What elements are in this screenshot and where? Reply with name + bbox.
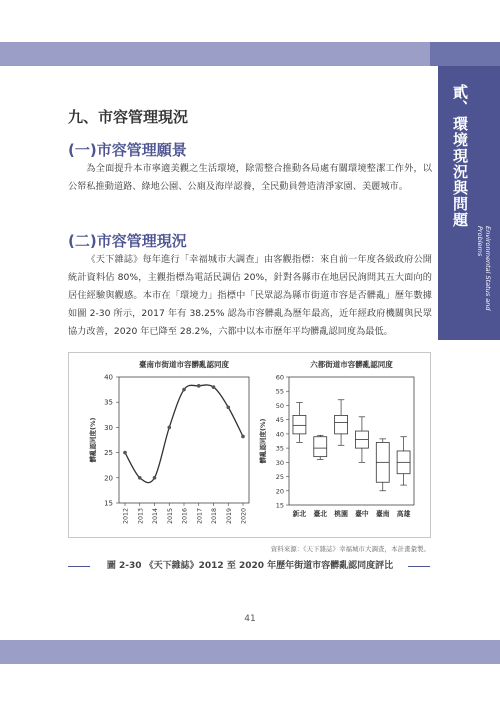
plot-frame — [119, 377, 249, 503]
box — [293, 415, 306, 433]
x-tick-label: 2018 — [211, 508, 218, 525]
x-tick-label: 2019 — [225, 508, 233, 525]
y-axis-label: 髒亂認同度(%) — [259, 418, 267, 464]
y-tick-label: 20 — [104, 474, 113, 483]
series-line — [125, 385, 243, 483]
chapter-tab-title: 貳、環境現況與問題 — [451, 84, 469, 228]
x-tick-label: 2016 — [181, 508, 189, 525]
x-tick-label: 臺中 — [355, 510, 369, 518]
y-tick-label: 40 — [104, 373, 113, 382]
chart-title: 六都街道市容髒亂認同度 — [310, 360, 393, 369]
x-tick-label: 2015 — [166, 508, 174, 525]
y-tick-label: 35 — [275, 444, 284, 453]
y-tick-label: 40 — [275, 430, 284, 439]
header-band — [0, 42, 500, 66]
y-tick-label: 60 — [275, 373, 284, 382]
data-point — [197, 384, 201, 388]
figure-caption: 圖 2-30 《天下雜誌》2012 至 2020 年歷年街道市容髒亂認同度評比 — [106, 561, 394, 571]
x-tick-label: 2012 — [122, 508, 130, 525]
x-tick-label: 高雄 — [396, 510, 411, 518]
plot-frame — [289, 377, 414, 505]
y-tick-label: 45 — [275, 416, 284, 425]
caption-rule-right — [408, 566, 430, 567]
figure-charts — [69, 353, 430, 537]
chart-title: 臺南市街道市容髒亂認同度 — [139, 360, 229, 369]
subsection-1-title: (一)市容管理願景 — [68, 141, 187, 159]
y-tick-label: 35 — [104, 398, 113, 407]
x-tick-label: 2020 — [240, 508, 248, 525]
box — [335, 415, 348, 433]
subsection-2-body: 《天下雜誌》每年進行「幸福城市大調查」由客觀指標：來自前一年度各級政府公開統計資料佔 80%，主觀指標為電話民調佔 20%，針對各縣市在地居民詢問其五大面向的居住經驗與觀感。本市在「環境力」指標中「民眾認為縣市街道市容是否髒亂」歷年數據如圖 2-30 所示，2017 年有 38.25% 認為市容髒亂為歷年最高，近年經政府機關與民眾協力改善，2020 年已降至 28.2%，六都中以本市歷年平均髒亂認同度為最低。 — [68, 254, 432, 337]
x-tick-label: 桃園 — [334, 510, 348, 518]
y-tick-label: 15 — [275, 501, 284, 510]
data-point — [153, 476, 157, 480]
chapter-tab-subtitle: Environmental Status and Problems — [476, 226, 492, 311]
footer-band — [0, 640, 500, 664]
data-point — [182, 388, 186, 392]
section-title: 九、市容管理現況 — [68, 108, 189, 126]
figure-frame — [68, 352, 431, 538]
data-point — [138, 476, 142, 480]
x-tick-label: 2017 — [196, 508, 204, 525]
x-tick-label: 臺南 — [375, 510, 390, 518]
subsection-2-title: (二)市容管理現況 — [68, 232, 187, 250]
data-point — [167, 426, 171, 430]
x-tick-label: 2013 — [137, 508, 145, 525]
page-number: 41 — [244, 614, 256, 624]
y-tick-label: 30 — [104, 423, 113, 432]
data-point — [212, 385, 216, 389]
data-point — [241, 435, 245, 439]
y-tick-label: 20 — [275, 487, 284, 496]
subsection-1-body: 為全面提升本市寧適美觀之生活環境，除需整合推動各局處有關環境整潔工作外，以公帑私推動道路、綠地公園、公廁及海岸認養，全民動員營造清淨家園、美麗城市。 — [68, 163, 432, 192]
x-tick-label: 新北 — [292, 510, 307, 518]
x-tick-label: 2014 — [152, 508, 159, 525]
figure-source: 資料來源：《天下雜誌》幸福城市大調查，本計畫彙製。 — [270, 545, 430, 553]
data-point — [226, 405, 230, 409]
y-tick-label: 55 — [275, 387, 284, 396]
data-point — [123, 451, 127, 455]
box-chart — [258, 359, 414, 518]
y-axis-label: 髒亂認同度(%) — [89, 417, 97, 463]
y-tick-label: 30 — [275, 458, 284, 467]
x-tick-label: 臺北 — [313, 510, 328, 518]
y-tick-label: 15 — [104, 499, 113, 508]
box — [314, 437, 327, 457]
line-chart — [88, 359, 249, 524]
y-tick-label: 25 — [275, 473, 284, 482]
caption-rule-left — [68, 566, 90, 567]
header-band-accent — [430, 42, 500, 66]
chapter-side-tab — [438, 66, 500, 340]
y-tick-label: 25 — [104, 449, 113, 458]
y-tick-label: 50 — [275, 401, 284, 410]
